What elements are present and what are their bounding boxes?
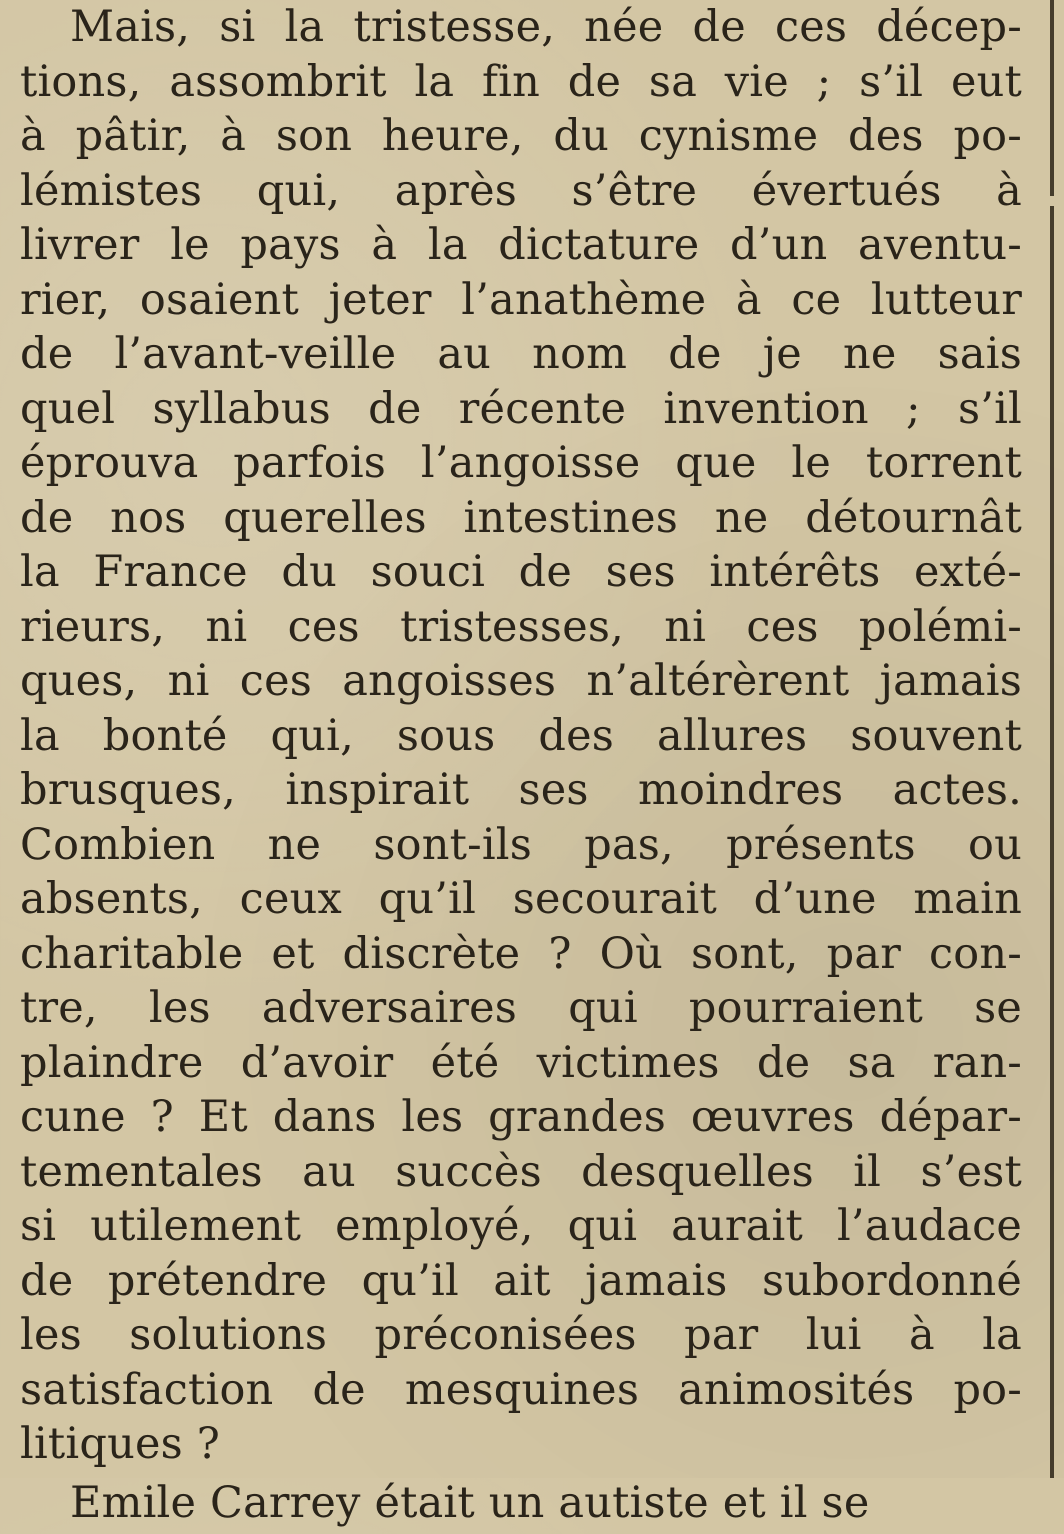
text-line: plaindre d’avoir été victimes de sa ran- (20, 1037, 1022, 1088)
text-line: tementales au succès desquelles il s’est (20, 1146, 1022, 1197)
text-line: si utilement employé, qui aurait l’audace (20, 1201, 1022, 1251)
column-rule (1050, 0, 1054, 1478)
text-line: tions, assombrit la fin de sa vie ; s’il eut (20, 56, 1022, 107)
text-line: rieurs, ni ces tristesses, ni ces polémi- (20, 601, 1022, 652)
text-line: absents, ceux qu’il secourait d’une main (20, 874, 1022, 924)
text-line: tre, les adversaires qui pourraient se (20, 983, 1022, 1033)
text-line: charitable et discrète ? Où sont, par con- (20, 928, 1022, 979)
text-line: Mais, si la tristesse, née de ces décep- (70, 2, 1022, 52)
text-line: les solutions préconisées par lui à la (20, 1310, 1022, 1360)
text-line: la bonté qui, sous des allures souvent (20, 710, 1022, 761)
text-line: la France du souci de ses intérêts exté- (20, 547, 1022, 597)
article-paragraph (20, 0, 1022, 1528)
text-line: à pâtir, à son heure, du cynisme des po- (20, 111, 1022, 161)
text-line: livrer le pays à la dictature d’un aventu- (20, 220, 1022, 270)
text-line: de l’avant-veille au nom de je ne sais (20, 329, 1022, 379)
text-line: quel syllabus de récente invention ; s’il (20, 383, 1022, 434)
text-line: ques, ni ces angoisses n’altérèrent jamais (20, 656, 1022, 706)
text-line-cutoff: Emile Carrey était un autiste et il se (70, 1477, 870, 1528)
text-line: lémistes qui, après s’être évertués à (20, 165, 1022, 216)
text-line: rier, osaient jeter l’anathème à ce lutteur (20, 274, 1022, 325)
text-line: satisfaction de mesquines animosités po- (20, 1364, 1022, 1415)
text-line: Combien ne sont-ils pas, présents ou (20, 819, 1022, 870)
text-line: litiques ? (20, 1419, 220, 1469)
text-line: brusques, inspirait ses moindres actes. (20, 765, 1022, 815)
text-line: éprouva parfois l’angoisse que le torrent (20, 438, 1022, 488)
text-line: cune ? Et dans les grandes œuvres dépar- (20, 1092, 1022, 1142)
column-rule-gap (1050, 196, 1054, 206)
text-line: de prétendre qu’il ait jamais subordonné (20, 1255, 1022, 1306)
text-line: de nos querelles intestines ne détournât (20, 492, 1022, 543)
